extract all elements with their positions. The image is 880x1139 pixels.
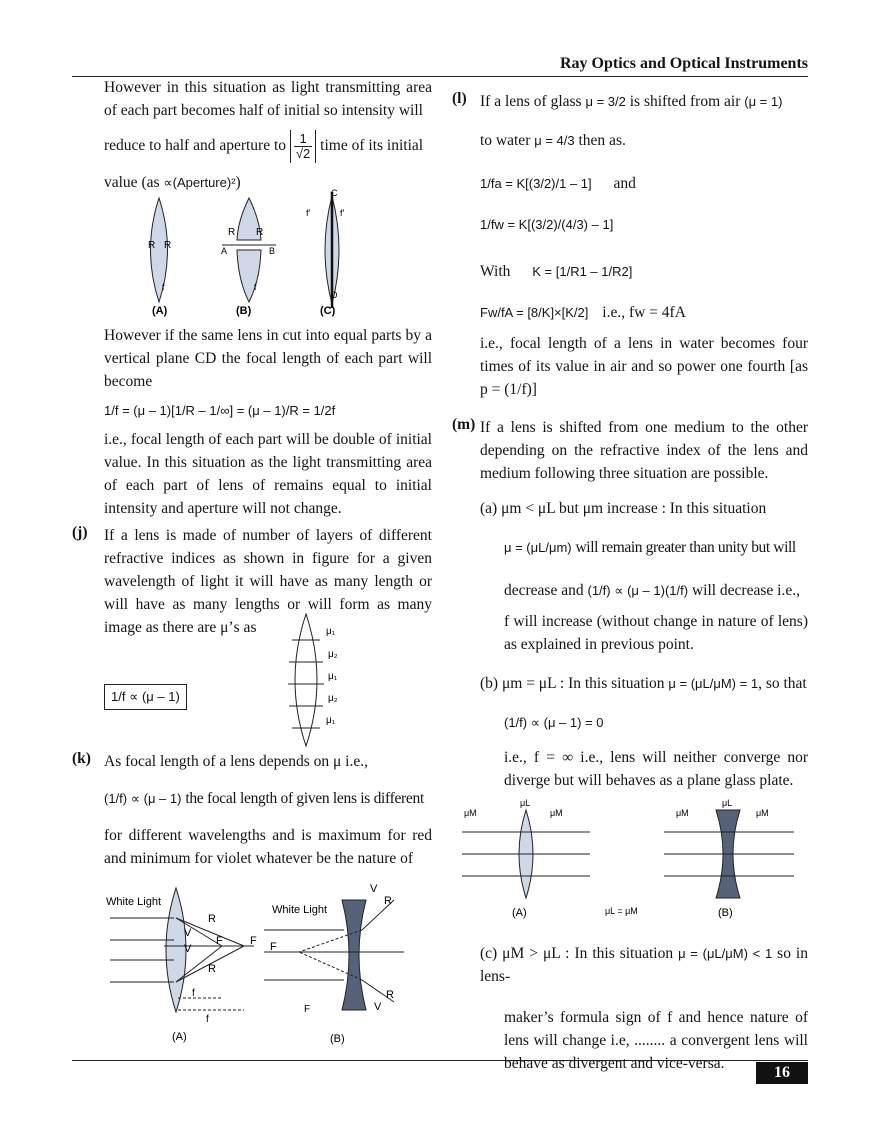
case-b-line1 [480, 672, 808, 695]
l-mu-glass: μ = 3/2 [585, 94, 626, 109]
fig1-rb-right: R [256, 227, 264, 238]
fig3-mum-b1: μM [676, 808, 689, 818]
fig2-fr-b2: F [304, 1004, 311, 1015]
eq-cut-focal: 1/f = (μ – 1)[1/R – 1/∞] = (μ – 1)/R = 1/2f [104, 403, 336, 418]
case-a-text4: will decrease i.e., [691, 582, 800, 599]
eq-fw: 1/fw = K[(3/2)/(4/3) – 1] [480, 217, 614, 232]
fig2-v-a: V [184, 927, 192, 939]
fig1-rb-left: R [228, 227, 236, 238]
case-c-text2: so in lens- [480, 945, 808, 985]
mu-label-5: μ₁ [326, 715, 336, 726]
para-1b-text: reduce to half and aperture to [104, 137, 287, 155]
fig2-r-a2: R [208, 963, 216, 975]
para-1f: ) [235, 174, 241, 191]
case-b-text1: (b) μm = μL : In this situation [480, 675, 665, 692]
item-m-label: (m) [452, 416, 476, 433]
convex-lens [166, 888, 186, 1012]
item-l-line2 [480, 129, 808, 152]
fig2-v-b: V [370, 883, 378, 895]
case-c-text3: maker’s formula sign of f and hence nature of lens will change i.e, ........ a convergent lens will behave as divergent and vice-versa. [504, 1009, 808, 1072]
fig3-equal-label: μL = μM [605, 906, 638, 916]
case-a-text2: will remain greater than unity but will [575, 539, 796, 556]
case-b-text3: i.e., f = ∞ i.e., lens will neither converge nor diverge but will behaves as a plane glass plate. [504, 749, 808, 789]
fig2-fr: F [250, 935, 257, 947]
mu-label-3: μ₁ [328, 671, 338, 682]
mu-label-2: μ₂ [328, 649, 338, 660]
fig2-caption-b: (B) [330, 1033, 345, 1045]
left-column-2 [104, 324, 432, 520]
l-text1: If a lens of glass [480, 93, 582, 110]
l-text3: to water [480, 132, 531, 149]
para-1c-text: time of its initial [320, 137, 424, 155]
fig2-caption-a: (A) [172, 1031, 187, 1043]
fig1-f-b: f [254, 282, 257, 292]
fig2-v-a2: V [184, 943, 192, 955]
case-c-text1: (c) μM > μL : In this situation [480, 945, 674, 962]
case-a-line1: (a) μm < μL but μm increase : In this situation [480, 500, 767, 517]
fig1-r-right: R [164, 240, 172, 251]
frac-num: 1 [294, 132, 312, 147]
fig1-caption-b: (B) [236, 305, 252, 317]
boxed-relation: 1/f ∝ (μ – 1) [104, 684, 187, 710]
case-b-eq: μ = (μL/μM) = 1 [668, 676, 759, 691]
l-mu-air: (μ = 1) [744, 94, 783, 109]
fig3-mul-b: μL [722, 798, 733, 808]
eq-ratio-b: i.e., fw = 4fA [602, 304, 686, 321]
lens-b-bottom [237, 250, 261, 302]
fig2-v-b2: V [374, 1001, 382, 1013]
fig2-white-light-b: White Light [272, 904, 328, 916]
item-m-c [480, 942, 808, 1075]
item-j-label: (j) [72, 524, 88, 541]
figure-lens-medium [460, 796, 800, 924]
item-j-text: If a lens is made of number of layers of different refractive indices as shown in figure for a given wavelength of light it will have as many length or will have as many lengths or will form as many image as there are μ’s as [104, 527, 432, 636]
fig3-mul-a: μL [520, 798, 531, 808]
page-number: 16 [756, 1062, 808, 1084]
fig3-caption-b: (B) [718, 907, 733, 919]
case-b-text2: , so that [758, 675, 807, 692]
item-k [104, 750, 432, 870]
fig1-c-label: C [331, 188, 338, 198]
eq-fa-line [480, 172, 808, 195]
fig2-r-b: R [384, 895, 392, 907]
eq-ratio: Fw/fA = [8/K]×[K/2] [480, 305, 589, 320]
aperture-relation: ∝(Aperture)² [163, 175, 236, 190]
para-2: However if the same lens in cut into equal parts by a vertical plane CD the focal length of each part will become [104, 327, 432, 390]
eq-k-line [480, 260, 808, 283]
item-j [104, 524, 432, 639]
fig2-fv-len: f [192, 988, 195, 999]
para-1d-text: value (as [104, 174, 160, 191]
fig1-fp-left: f' [306, 208, 311, 218]
item-l-line1 [480, 90, 808, 113]
page-header-title: Ray Optics and Optical Instruments [559, 55, 808, 72]
eq-k: K = [1/R1 – 1/R2] [532, 264, 633, 279]
para-1a: However in this situation as light transmitting area of each part becomes half of initial so intensity will [104, 79, 432, 119]
fig2-r-a: R [208, 913, 216, 925]
fig1-caption-c: (C) [320, 305, 336, 317]
item-l-text5: i.e., focal length of a lens in water becomes four times of its value in air and so power one fourth [as p = (1/f)] [480, 335, 808, 398]
item-k-label: (k) [72, 750, 91, 767]
item-k-text1: As focal length of a lens depends on μ i.e., [104, 753, 368, 770]
fig2-fr-b: F [270, 941, 277, 953]
fig2-fv: F [216, 935, 223, 947]
l-text4: then as. [578, 132, 626, 149]
fig1-b-label: B [269, 246, 276, 256]
k-relation: (1/f) ∝ (μ – 1) [104, 791, 182, 806]
fig3-mum-b2: μM [756, 808, 769, 818]
concave-lens [342, 900, 366, 1010]
figure-layered-lens [290, 612, 370, 752]
l-mu-water: μ = 4/3 [534, 133, 575, 148]
case-a-text5: f will increase (without change in nature of lens) as explained in previous point. [504, 613, 808, 653]
with-word: With [480, 263, 511, 280]
layered-lens-outline [295, 614, 317, 746]
item-k-line2 [104, 787, 432, 810]
para-1b [104, 130, 432, 163]
fig3-mum-a2: μM [550, 808, 563, 818]
case-a-eq: μ = (μL/μm) [504, 540, 572, 555]
case-c-line1 [480, 942, 808, 988]
footer-rule [72, 1060, 808, 1061]
fig3-caption-a: (A) [512, 907, 527, 919]
and-word: and [613, 175, 636, 192]
fig1-caption-a: (A) [152, 305, 168, 317]
case-c-eq: μ = (μL/μM) < 1 [678, 946, 773, 961]
item-l [480, 90, 808, 401]
mu-label-1: μ₁ [326, 626, 336, 637]
fig1-fp-right: f' [340, 208, 345, 218]
case-a-text3: decrease and [504, 582, 584, 599]
l-text2: is shifted from air [629, 93, 741, 110]
figure-cut-lens [104, 190, 344, 320]
item-m-text: If a lens is shifted from one medium to the other depending on the refractive index of the lens and medium following three situation are possible. [480, 419, 808, 482]
item-m [480, 416, 808, 792]
item-l-label: (l) [452, 90, 467, 107]
item-k-text2: the focal length of given lens is different [185, 790, 424, 807]
item-k-text3: for different wavelengths and is maximum for red and minimum for violet whatever be the nature of [104, 827, 432, 867]
case-b-eq2: (1/f) ∝ (μ – 1) = 0 [504, 715, 604, 730]
figure-chromatic-lens [104, 880, 434, 1050]
fig1-a-label: A [221, 246, 228, 256]
case-a-eq2: (1/f) ∝ (μ – 1)(1/f) [587, 583, 689, 598]
fig2-white-light-a: White Light [106, 896, 162, 908]
fig2-fv-len2: f [206, 1014, 209, 1025]
fig1-f-a: f [162, 282, 165, 292]
para-3: i.e., focal length of each part will be double of initial value. In this situation as the light transmitting area of each part of lens of remains equal to initial intensity and aperture will not change. [104, 431, 432, 517]
case-a-line3 [480, 579, 808, 602]
fig1-d-label: D [331, 290, 338, 300]
aperture-fraction [290, 130, 316, 163]
mu-label-4: μ₂ [328, 693, 338, 704]
fig3-mum-a1: μM [464, 808, 477, 818]
fig2-r-b2: R [386, 989, 394, 1001]
fig1-r-left: R [148, 240, 156, 251]
left-column [104, 76, 432, 194]
frac-den: √2 [295, 146, 311, 161]
case-a-line2 [480, 536, 808, 559]
eq-fa: 1/fa = K[(3/2)/1 – 1] [480, 176, 592, 191]
eq-ratio-line [480, 301, 808, 324]
